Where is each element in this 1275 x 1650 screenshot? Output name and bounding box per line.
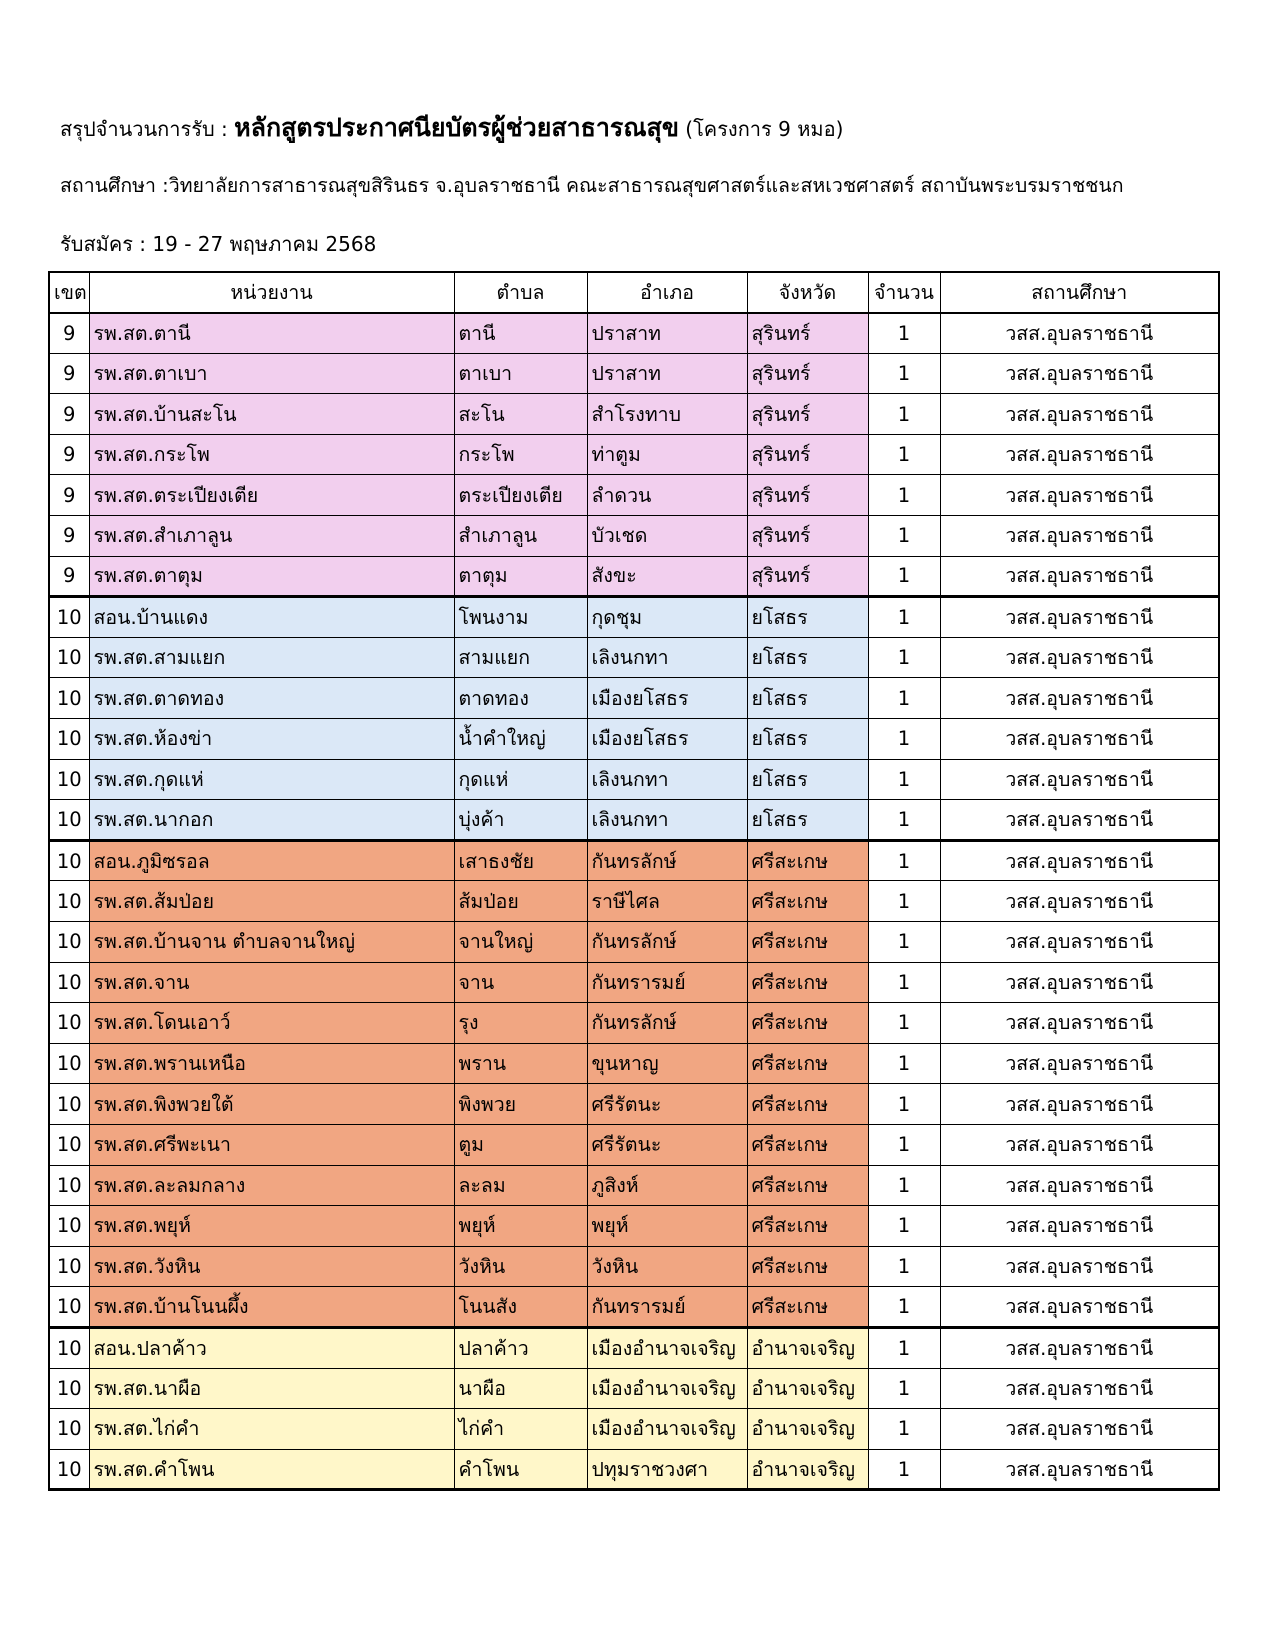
cell-school: วสส.อุบลราชธานี [940,556,1219,597]
cell-region: 9 [49,434,89,475]
cell-count: 1 [868,313,940,354]
cell-region: 9 [49,394,89,435]
cell-school: วสส.อุบลราชธานี [940,1327,1219,1368]
cell-count: 1 [868,678,940,719]
cell-province: ศรีสะเกษ [747,840,868,881]
header-tambon: ตำบล [454,272,587,313]
header-count: จำนวน [868,272,940,313]
cell-count: 1 [868,922,940,963]
cell-tambon: พิงพวย [454,1084,587,1125]
cell-amphoe: เมืองยโสธร [587,719,747,760]
table-row [49,962,1219,1003]
cell-tambon: นาผือ [454,1368,587,1409]
cell-school: วสส.อุบลราชธานี [940,516,1219,557]
cell-school: วสส.อุบลราชธานี [940,1206,1219,1247]
cell-unit: รพ.สต.นากอก [89,800,454,841]
table-row [49,881,1219,922]
cell-region: 10 [49,881,89,922]
application-period-line: รับสมัคร : 19 - 27 พฤษภาคม 2568 [60,232,377,256]
cell-amphoe: ขุนหาญ [587,1043,747,1084]
cell-school: วสส.อุบลราชธานี [940,678,1219,719]
admission-table [48,271,1220,1491]
cell-school: วสส.อุบลราชธานี [940,313,1219,354]
cell-school: วสส.อุบลราชธานี [940,394,1219,435]
cell-region: 10 [49,759,89,800]
cell-province: สุรินทร์ [747,556,868,597]
cell-amphoe: ศรีรัตนะ [587,1084,747,1125]
cell-province: ยโสธร [747,597,868,638]
cell-count: 1 [868,1084,940,1125]
cell-school: วสส.อุบลราชธานี [940,840,1219,881]
cell-school: วสส.อุบลราชธานี [940,719,1219,760]
cell-amphoe: ท่าตูม [587,434,747,475]
cell-region: 10 [49,678,89,719]
cell-amphoe: สำโรงทาบ [587,394,747,435]
cell-region: 10 [49,840,89,881]
table-row [49,759,1219,800]
cell-unit: รพ.สต.ตาเบา [89,353,454,394]
cell-region: 10 [49,962,89,1003]
cell-tambon: พราน [454,1043,587,1084]
cell-province: สุรินทร์ [747,353,868,394]
cell-tambon: บุ่งค้า [454,800,587,841]
cell-school: วสส.อุบลราชธานี [940,800,1219,841]
cell-region: 10 [49,1206,89,1247]
cell-province: ศรีสะเกษ [747,881,868,922]
cell-tambon: สามแยก [454,637,587,678]
table-row [49,1165,1219,1206]
cell-region: 10 [49,1368,89,1409]
cell-tambon: วังหิน [454,1246,587,1287]
cell-tambon: ตานี [454,313,587,354]
cell-count: 1 [868,719,940,760]
header-unit: หน่วยงาน [89,272,454,313]
cell-province: อำนาจเจริญ [747,1409,868,1450]
cell-school: วสส.อุบลราชธานี [940,759,1219,800]
cell-amphoe: ปราสาท [587,353,747,394]
table-row [49,597,1219,638]
cell-province: ศรีสะเกษ [747,1003,868,1044]
cell-count: 1 [868,1287,940,1328]
cell-tambon: ตาดทอง [454,678,587,719]
cell-unit: รพ.สต.สามแยก [89,637,454,678]
cell-province: ศรีสะเกษ [747,1124,868,1165]
cell-unit: รพ.สต.วังหิน [89,1246,454,1287]
cell-school: วสส.อุบลราชธานี [940,353,1219,394]
cell-unit: รพ.สต.ละลมกลาง [89,1165,454,1206]
cell-province: สุรินทร์ [747,394,868,435]
cell-count: 1 [868,759,940,800]
cell-province: ยโสธร [747,800,868,841]
cell-amphoe: สังขะ [587,556,747,597]
cell-unit: รพ.สต.ส้มป่อย [89,881,454,922]
table-row [49,475,1219,516]
cell-province: สุรินทร์ [747,434,868,475]
cell-tambon: ตาตุม [454,556,587,597]
cell-region: 10 [49,800,89,841]
cell-province: อำนาจเจริญ [747,1449,868,1490]
cell-tambon: โพนงาม [454,597,587,638]
cell-unit: รพ.สต.พยุห์ [89,1206,454,1247]
cell-unit: รพ.สต.โดนเอาว์ [89,1003,454,1044]
cell-count: 1 [868,1206,940,1247]
cell-count: 1 [868,434,940,475]
cell-tambon: ตูม [454,1124,587,1165]
cell-amphoe: กันทรลักษ์ [587,922,747,963]
program-note: (โครงการ 9 หมอ) [678,117,844,141]
cell-amphoe: กันทรารมย์ [587,1287,747,1328]
table-row [49,1449,1219,1490]
cell-province: ศรีสะเกษ [747,1246,868,1287]
header-province: จังหวัด [747,272,868,313]
table-row [49,1124,1219,1165]
table-row [49,1287,1219,1328]
cell-school: วสส.อุบลราชธานี [940,1287,1219,1328]
cell-count: 1 [868,1003,940,1044]
table-row [49,556,1219,597]
table-row [49,922,1219,963]
cell-school: วสส.อุบลราชธานี [940,962,1219,1003]
cell-tambon: กุดแห่ [454,759,587,800]
header-region: เขต [49,272,89,313]
cell-province: สุรินทร์ [747,516,868,557]
cell-count: 1 [868,556,940,597]
table-row [49,719,1219,760]
cell-school: วสส.อุบลราชธานี [940,1409,1219,1450]
cell-unit: สอน.บ้านแดง [89,597,454,638]
cell-amphoe: ปทุมราชวงศา [587,1449,747,1490]
cell-unit: รพ.สต.จาน [89,962,454,1003]
cell-province: ยโสธร [747,759,868,800]
cell-tambon: ส้มป่อย [454,881,587,922]
table-row [49,1368,1219,1409]
cell-region: 10 [49,1409,89,1450]
table-row [49,1003,1219,1044]
cell-unit: รพ.สต.สำเภาลูน [89,516,454,557]
table-row [49,800,1219,841]
cell-region: 9 [49,516,89,557]
cell-tambon: ปลาค้าว [454,1327,587,1368]
table-row [49,1327,1219,1368]
cell-region: 10 [49,1449,89,1490]
cell-count: 1 [868,1124,940,1165]
cell-tambon: จานใหญ่ [454,922,587,963]
cell-region: 10 [49,1327,89,1368]
cell-region: 10 [49,922,89,963]
cell-school: วสส.อุบลราชธานี [940,475,1219,516]
program-title: หลักสูตรประกาศนียบัตรผู้ช่วยสาธารณสุข [234,113,679,142]
cell-unit: รพ.สต.ไก่คำ [89,1409,454,1450]
table-row [49,1206,1219,1247]
cell-unit: รพ.สต.ตาตุม [89,556,454,597]
cell-unit: รพ.สต.บ้านสะโน [89,394,454,435]
cell-amphoe: พยุห์ [587,1206,747,1247]
cell-count: 1 [868,1368,940,1409]
table-row [49,394,1219,435]
cell-school: วสส.อุบลราชธานี [940,1084,1219,1125]
cell-province: ศรีสะเกษ [747,1206,868,1247]
cell-count: 1 [868,962,940,1003]
cell-province: อำนาจเจริญ [747,1368,868,1409]
cell-province: อำนาจเจริญ [747,1327,868,1368]
cell-unit: รพ.สต.คำโพน [89,1449,454,1490]
cell-tambon: คำโพน [454,1449,587,1490]
cell-amphoe: ศรีรัตนะ [587,1124,747,1165]
cell-amphoe: เมืองอำนาจเจริญ [587,1409,747,1450]
cell-count: 1 [868,1327,940,1368]
cell-count: 1 [868,881,940,922]
cell-unit: รพ.สต.กุดแห่ [89,759,454,800]
header-amphoe: อำเภอ [587,272,747,313]
table-row [49,840,1219,881]
cell-province: ศรีสะเกษ [747,1287,868,1328]
cell-amphoe: ภูสิงห์ [587,1165,747,1206]
cell-tambon: จาน [454,962,587,1003]
cell-unit: รพ.สต.ตานี [89,313,454,354]
cell-province: สุรินทร์ [747,475,868,516]
cell-school: วสส.อุบลราชธานี [940,1165,1219,1206]
cell-amphoe: เลิงนกทา [587,759,747,800]
cell-count: 1 [868,475,940,516]
cell-province: ศรีสะเกษ [747,1084,868,1125]
cell-amphoe: ปราสาท [587,313,747,354]
table-row [49,434,1219,475]
cell-amphoe: บัวเชด [587,516,747,557]
table-row [49,313,1219,354]
cell-region: 10 [49,1124,89,1165]
cell-tambon: เสาธงชัย [454,840,587,881]
cell-count: 1 [868,597,940,638]
cell-region: 10 [49,637,89,678]
header-school: สถานศึกษา [940,272,1219,313]
cell-school: วสส.อุบลราชธานี [940,597,1219,638]
cell-tambon: พยุห์ [454,1206,587,1247]
cell-school: วสส.อุบลราชธานี [940,1368,1219,1409]
cell-region: 10 [49,1084,89,1125]
cell-unit: สอน.ปลาค้าว [89,1327,454,1368]
cell-unit: รพ.สต.ตาดทอง [89,678,454,719]
cell-amphoe: กันทรลักษ์ [587,840,747,881]
cell-amphoe: กันทรลักษ์ [587,1003,747,1044]
cell-count: 1 [868,1165,940,1206]
cell-amphoe: เมืองยโสธร [587,678,747,719]
cell-region: 10 [49,597,89,638]
cell-region: 9 [49,475,89,516]
cell-school: วสส.อุบลราชธานี [940,1449,1219,1490]
cell-tambon: ไก่คำ [454,1409,587,1450]
cell-school: วสส.อุบลราชธานี [940,1246,1219,1287]
table-row [49,353,1219,394]
cell-amphoe: เลิงนกทา [587,637,747,678]
document-title-line [60,108,843,148]
cell-tambon: สะโน [454,394,587,435]
cell-province: ยโสธร [747,678,868,719]
cell-tambon: โนนสัง [454,1287,587,1328]
cell-region: 10 [49,719,89,760]
cell-province: สุรินทร์ [747,313,868,354]
cell-count: 1 [868,353,940,394]
cell-province: ยโสธร [747,719,868,760]
cell-count: 1 [868,516,940,557]
cell-count: 1 [868,394,940,435]
table-row [49,1084,1219,1125]
cell-amphoe: เมืองอำนาจเจริญ [587,1327,747,1368]
cell-tambon: น้ำคำใหญ่ [454,719,587,760]
cell-school: วสส.อุบลราชธานี [940,881,1219,922]
cell-school: วสส.อุบลราชธานี [940,637,1219,678]
cell-amphoe: ราษีไศล [587,881,747,922]
cell-region: 10 [49,1043,89,1084]
cell-region: 10 [49,1165,89,1206]
cell-tambon: สำเภาลูน [454,516,587,557]
cell-count: 1 [868,637,940,678]
table-row [49,1043,1219,1084]
cell-unit: รพ.สต.ตระเปียงเตีย [89,475,454,516]
cell-unit: สอน.ภูมิซรอล [89,840,454,881]
title-prefix: สรุปจำนวนการรับ : [60,117,235,141]
cell-school: วสส.อุบลราชธานี [940,1003,1219,1044]
cell-tambon: รุง [454,1003,587,1044]
cell-region: 10 [49,1246,89,1287]
cell-unit: รพ.สต.ห้องข่า [89,719,454,760]
table-row [49,678,1219,719]
cell-region: 9 [49,353,89,394]
cell-count: 1 [868,1246,940,1287]
cell-unit: รพ.สต.พรานเหนือ [89,1043,454,1084]
cell-amphoe: กุดชุม [587,597,747,638]
cell-tambon: ละลม [454,1165,587,1206]
cell-count: 1 [868,800,940,841]
table-header-row [49,272,1219,313]
cell-unit: รพ.สต.บ้านโนนผึ้ง [89,1287,454,1328]
cell-amphoe: เลิงนกทา [587,800,747,841]
cell-unit: รพ.สต.กระโพ [89,434,454,475]
cell-tambon: กระโพ [454,434,587,475]
cell-amphoe: กันทรารมย์ [587,962,747,1003]
cell-count: 1 [868,1409,940,1450]
cell-count: 1 [868,1043,940,1084]
cell-unit: รพ.สต.บ้านจาน ตำบลจานใหญ่ [89,922,454,963]
table-row [49,637,1219,678]
table-row [49,1409,1219,1450]
cell-province: ศรีสะเกษ [747,922,868,963]
table-row [49,1246,1219,1287]
cell-province: ศรีสะเกษ [747,962,868,1003]
cell-region: 9 [49,556,89,597]
cell-tambon: ตาเบา [454,353,587,394]
cell-tambon: ตระเปียงเตีย [454,475,587,516]
cell-unit: รพ.สต.นาผือ [89,1368,454,1409]
cell-count: 1 [868,840,940,881]
cell-amphoe: ลำดวน [587,475,747,516]
cell-province: ยโสธร [747,637,868,678]
cell-school: วสส.อุบลราชธานี [940,922,1219,963]
cell-school: วสส.อุบลราชธานี [940,1124,1219,1165]
cell-amphoe: วังหิน [587,1246,747,1287]
table-row [49,516,1219,557]
cell-province: ศรีสะเกษ [747,1165,868,1206]
cell-amphoe: เมืองอำนาจเจริญ [587,1368,747,1409]
cell-unit: รพ.สต.ศรีพะเนา [89,1124,454,1165]
cell-count: 1 [868,1449,940,1490]
institution-line: สถานศึกษา :วิทยาลัยการสาธารณสุขสิรินธร จ.อุบลราชธานี คณะสาธารณสุขศาสตร์และสหเวชศาสตร์ สถาบันพระบรมราชชนก [60,174,1124,197]
cell-school: วสส.อุบลราชธานี [940,434,1219,475]
cell-province: ศรีสะเกษ [747,1043,868,1084]
cell-region: 10 [49,1287,89,1328]
cell-region: 9 [49,313,89,354]
cell-region: 10 [49,1003,89,1044]
cell-unit: รพ.สต.พิงพวยใต้ [89,1084,454,1125]
cell-school: วสส.อุบลราชธานี [940,1043,1219,1084]
